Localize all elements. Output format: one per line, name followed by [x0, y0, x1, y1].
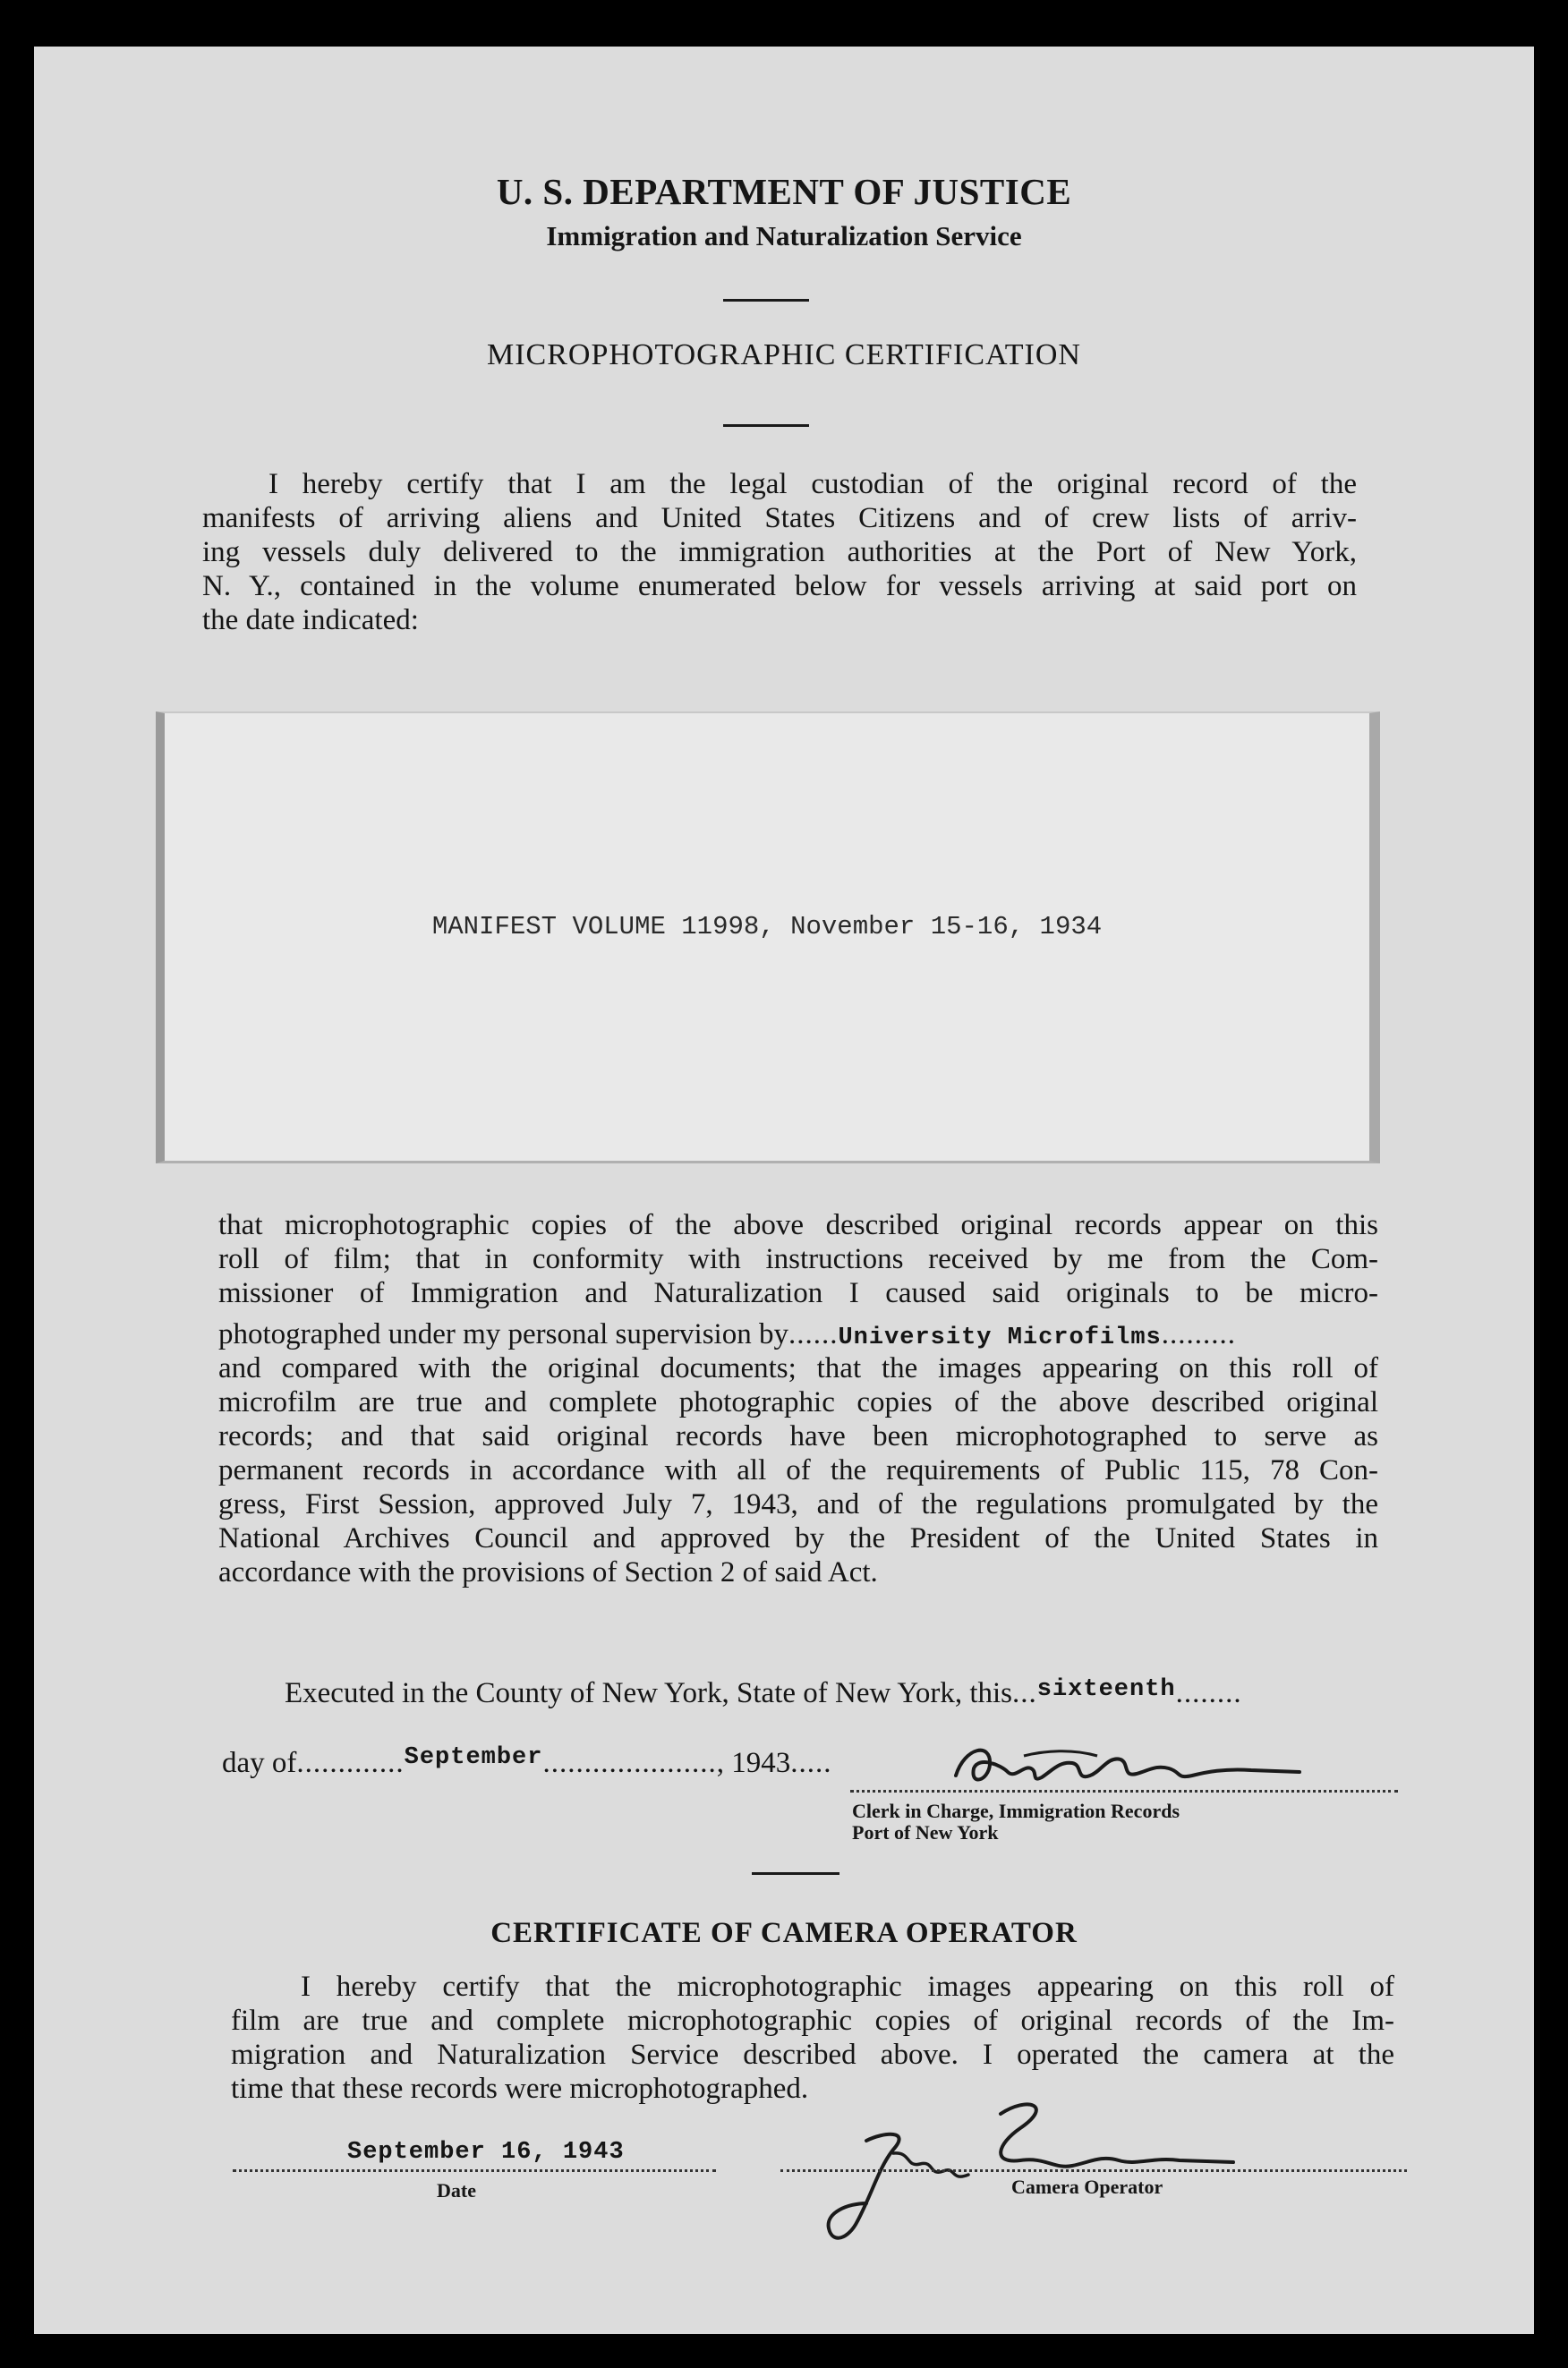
manifest-volume-text: MANIFEST VOLUME 11998, November 15-16, 1934 [431, 912, 1103, 941]
photographer-value: University Microfilms [838, 1325, 1162, 1351]
camera-date-value: September 16, 1943 [347, 2139, 625, 2166]
clerk-title [852, 1801, 1180, 1844]
day-of-line: day of.............$^{September}$....................., 1943..... [222, 1744, 832, 1779]
body-line: and compared with the original documents; that the images appearing on this roll of [218, 1352, 1378, 1384]
record-card [156, 711, 1380, 1163]
body-line: roll of film; that in conformity with instructions received by me from the Com- [218, 1243, 1378, 1275]
body-line: missioner of Immigration and Naturalization I caused said originals to be micro- [218, 1277, 1378, 1309]
divider-rule [723, 424, 809, 427]
intro-paragraph [202, 467, 1357, 637]
execution-prefix: Executed in the County of New York, State of New York, this [285, 1677, 1013, 1709]
camera-line: time that these records were microphotographed. [231, 2073, 809, 2105]
date-label: Date [437, 2179, 476, 2202]
execution-line: Executed in the County of New York, State of New York, this...$^{sixteenth}$........ [285, 1676, 1242, 1709]
execution-day-value: sixteenth [1036, 1676, 1176, 1703]
certification-title: MICROPHOTOGRAPHIC CERTIFICATION [486, 338, 1081, 371]
body-line: National Archives Council and approved by the President of the United States in [218, 1522, 1378, 1555]
camera-operator-signature [786, 2078, 1251, 2257]
body-line: accordance with the provisions of Section 2 of said Act. [218, 1556, 878, 1589]
intro-line: the date indicated: [202, 604, 419, 636]
divider-rule [752, 1872, 839, 1875]
execution-month-value: September [404, 1744, 543, 1771]
camera-line: migration and Naturalization Service described above. I operated the camera at the [231, 2039, 1394, 2071]
certificate-sheet [34, 47, 1534, 2334]
body-paragraph [218, 1208, 1378, 1589]
year-value: 3 [775, 1747, 791, 1779]
photographed-prefix: photographed under my personal supervision by [218, 1318, 788, 1350]
camera-operator-label: Camera Operator [1011, 2176, 1163, 2198]
date-line [233, 2169, 716, 2172]
camera-certificate-title: CERTIFICATE OF CAMERA OPERATOR [490, 1917, 1078, 1949]
body-line: microfilm are true and complete photographic copies of the above described original [218, 1386, 1378, 1418]
intro-line: ing vessels duly delivered to the immigration authorities at the Port of New York, [202, 536, 1357, 568]
year-prefix: , 194 [716, 1747, 776, 1779]
clerk-signature-line [850, 1790, 1398, 1793]
intro-line: manifests of arriving aliens and United States Citizens and of crew lists of arriv- [202, 502, 1357, 534]
body-line: gress, First Session, approved July 7, 1943, and of the regulations promulgated by the [218, 1488, 1378, 1520]
camera-line: film are true and complete microphotographic copies of original records of the Im- [231, 2005, 1394, 2037]
department-heading: U. S. DEPARTMENT OF JUSTICE [496, 171, 1072, 212]
body-line: permanent records in accordance with all of the requirements of Public 115, 78 Con- [218, 1454, 1378, 1486]
photographed-by-line: photographed under my personal supervision by......University Microfilms......... [218, 1318, 1236, 1351]
body-line: records; and that said original records have been microphotographed to serve as [218, 1420, 1378, 1452]
intro-line: I hereby certify that I am the legal custodian of the original record of the [268, 468, 1357, 500]
clerk-title-line1: Clerk in Charge, Immigration Records [852, 1800, 1180, 1822]
clerk-title-line2: Port of New York [852, 1821, 999, 1844]
camera-line: I hereby certify that the microphotographic images appearing on this roll of [301, 1971, 1394, 2003]
camera-operator-line [780, 2169, 1407, 2172]
divider-rule [723, 299, 809, 302]
body-line: that microphotographic copies of the above described original records appear on this [218, 1209, 1378, 1241]
intro-line: N. Y., contained in the volume enumerated below for vessels arriving at said port on [202, 570, 1357, 602]
service-subheading: Immigration and Naturalization Service [546, 220, 1022, 251]
day-of-label: day of [222, 1747, 297, 1779]
